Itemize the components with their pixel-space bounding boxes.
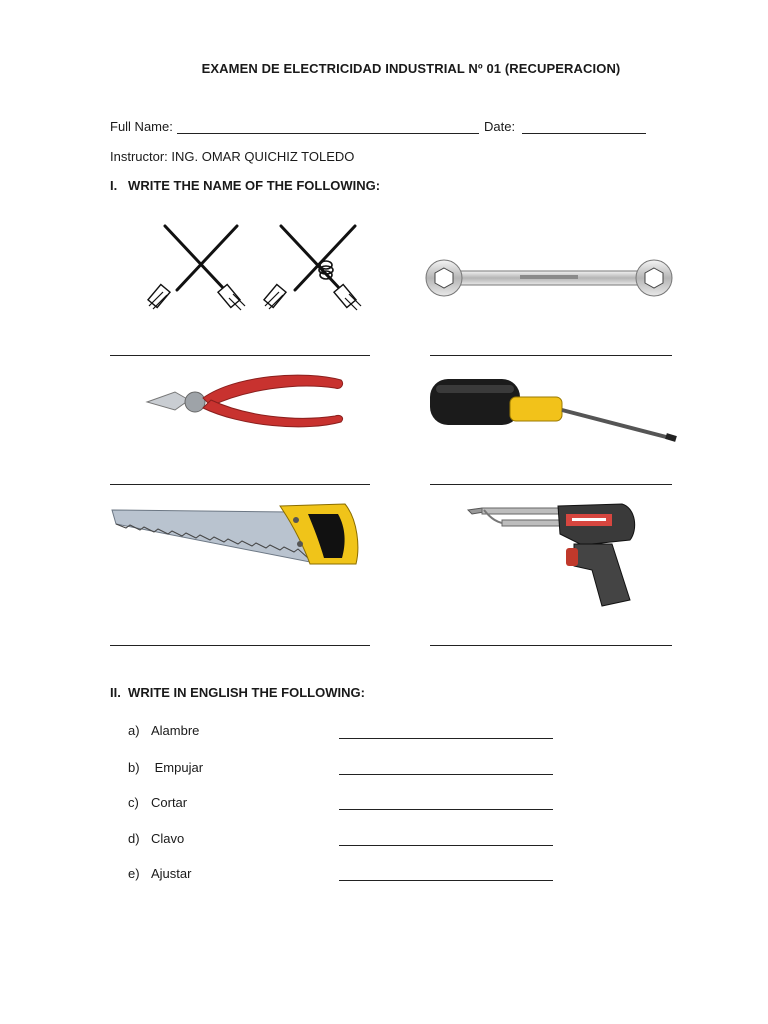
ratchet-wrench-icon: [424, 258, 674, 298]
hand-saw-icon: [110, 500, 362, 572]
answer-line-1[interactable]: [110, 355, 370, 356]
item-c-word: Cortar: [151, 795, 188, 810]
answer-line-4[interactable]: [430, 484, 672, 485]
item-c-letter: c): [128, 795, 139, 810]
item-c-answer[interactable]: [339, 809, 553, 810]
answer-line-3[interactable]: [110, 484, 370, 485]
instructor-line: Instructor: ING. OMAR QUICHIZ TOLEDO: [110, 149, 355, 164]
full-name-label: Full Name:: [110, 119, 173, 134]
item-d-word: Clavo: [151, 831, 185, 846]
item-d-answer[interactable]: [339, 845, 553, 846]
item-d-letter: d): [128, 831, 140, 846]
wire-splice-icon: [145, 220, 370, 312]
item-e-answer[interactable]: [339, 880, 553, 881]
date-label: Date:: [484, 119, 516, 134]
screwdriver-icon: [430, 375, 678, 445]
item-a-word: Alambre: [151, 723, 200, 738]
section1-heading: I. WRITE THE NAME OF THE FOLLOWING:: [110, 178, 381, 193]
item-b-answer[interactable]: [339, 774, 553, 775]
item-a-answer[interactable]: [339, 738, 553, 739]
date-field[interactable]: [522, 133, 646, 134]
answer-line-5[interactable]: [110, 645, 370, 646]
item-a-letter: a): [128, 723, 140, 738]
full-name-field[interactable]: [177, 133, 479, 134]
page-title: EXAMEN DE ELECTRICIDAD INDUSTRIAL Nº 01 (RECUPERACION): [201, 61, 621, 76]
section2-heading: II. WRITE IN ENGLISH THE FOLLOWING:: [110, 685, 365, 700]
item-e-letter: e): [128, 866, 140, 881]
soldering-gun-icon: [462, 500, 640, 610]
diagonal-pliers-icon: [145, 370, 345, 436]
item-e-word: Ajustar: [151, 866, 192, 881]
item-b-letter: b): [128, 760, 140, 775]
answer-line-2[interactable]: [430, 355, 672, 356]
answer-line-6[interactable]: [430, 645, 672, 646]
item-b-word: Empujar: [151, 760, 204, 775]
